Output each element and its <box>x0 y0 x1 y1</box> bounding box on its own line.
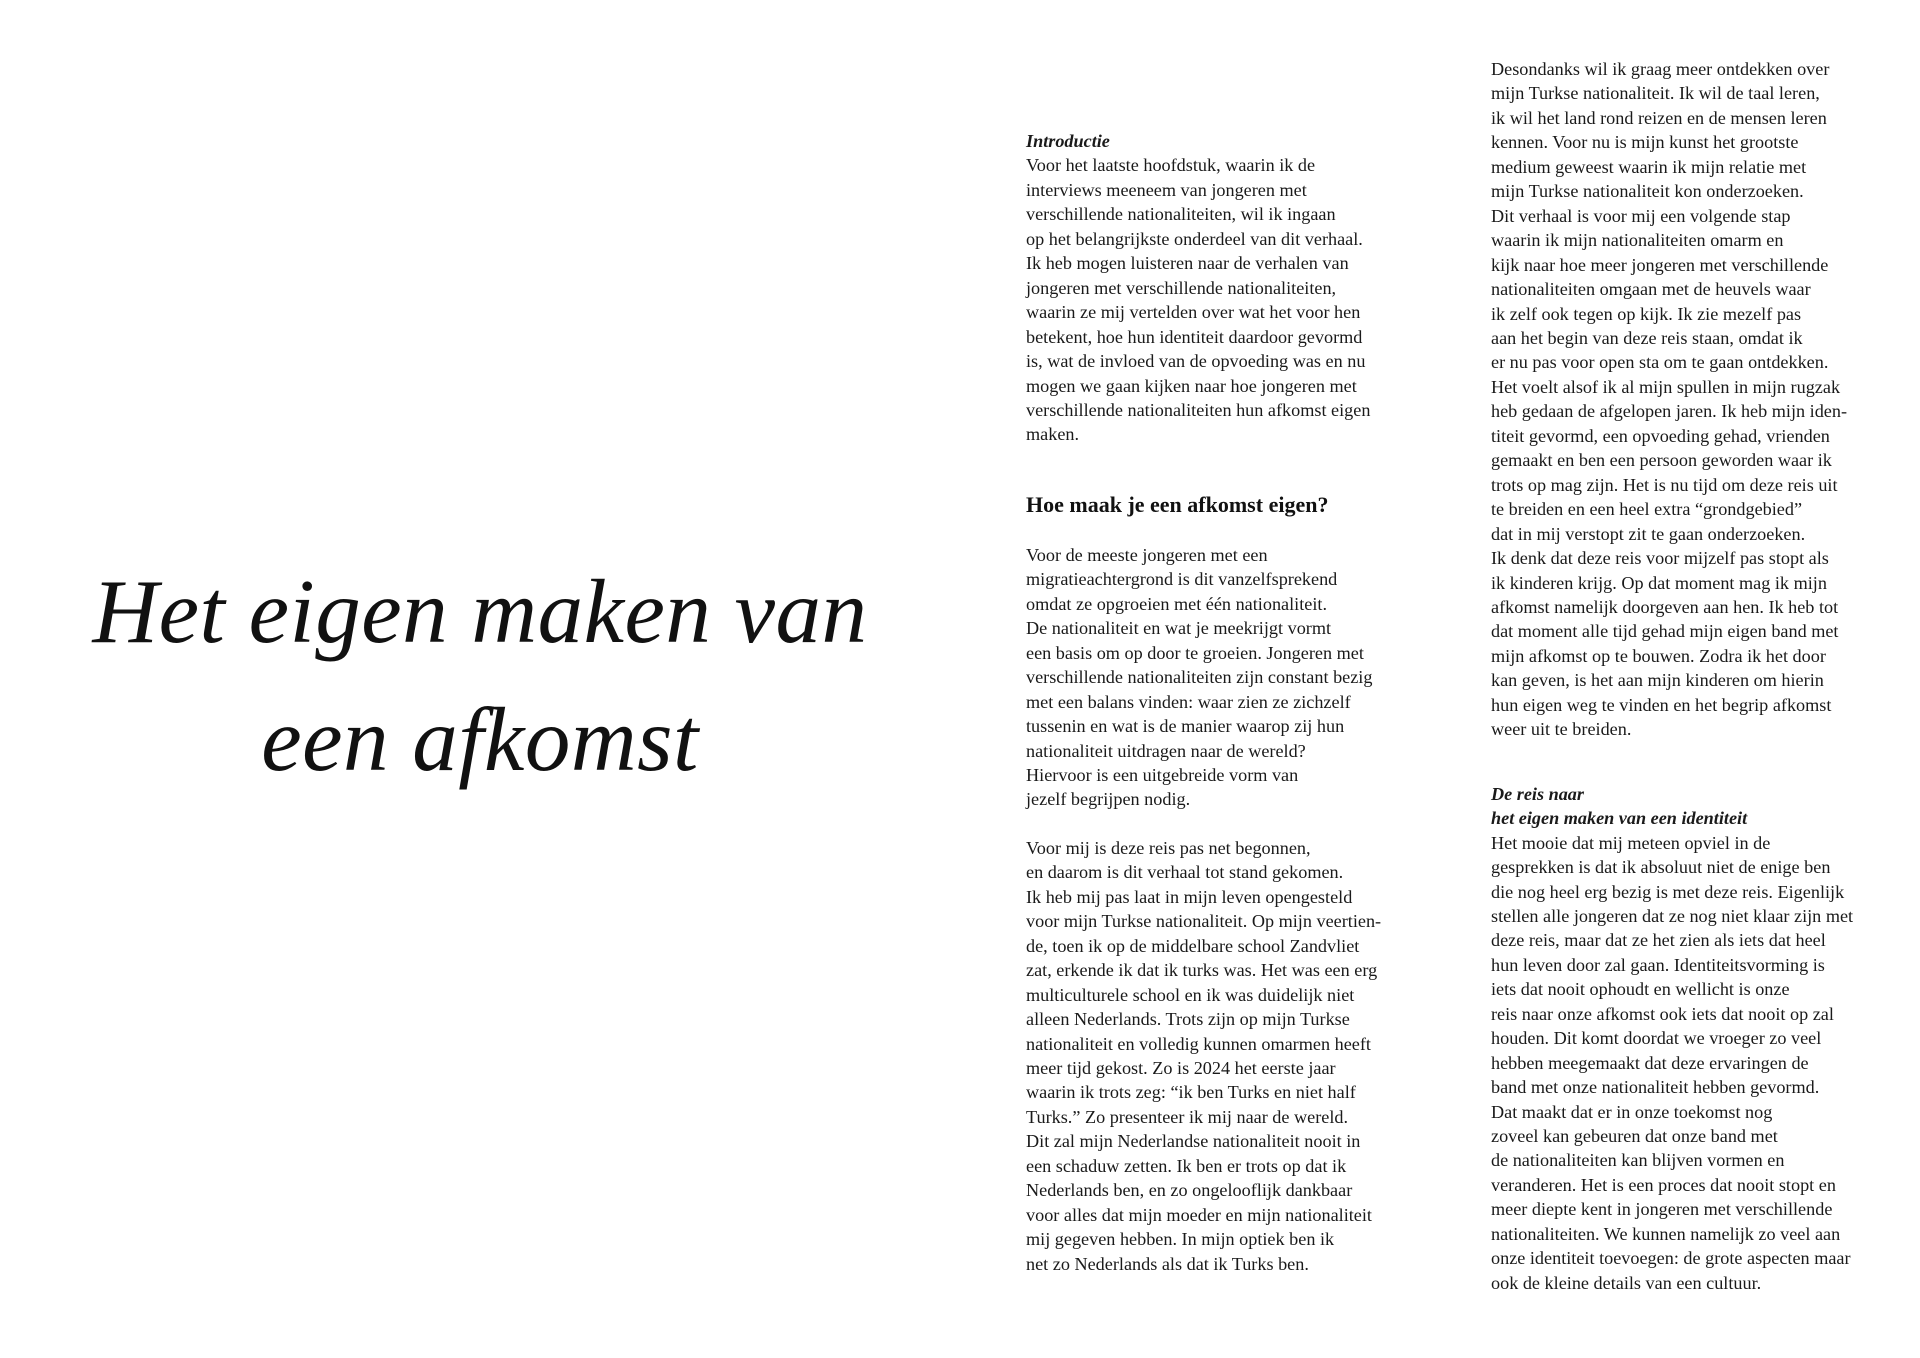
text-line: migratieachtergrond is dit vanzelfsprekend <box>1026 569 1338 590</box>
text-line: is, wat de invloed van de opvoeding was en nu <box>1026 351 1366 372</box>
text-line: reis naar onze afkomst ook iets dat nooit op zal <box>1491 1003 1834 1024</box>
text-line: zoveel kan gebeuren dat onze band met <box>1491 1126 1778 1147</box>
text-line: veranderen. Het is een proces dat nooit stopt en <box>1491 1174 1836 1195</box>
text-line: de nationaliteiten kan blijven vormen en <box>1491 1150 1785 1171</box>
text-line: stellen alle jongeren dat ze nog niet klaar zijn met <box>1491 905 1854 926</box>
text-line: nationaliteit uitdragen naar de wereld? <box>1026 740 1306 761</box>
body-paragraph <box>1491 831 1891 1296</box>
text-line: mij gegeven hebben. In mijn optiek ben ik <box>1026 1229 1335 1250</box>
body-paragraph <box>1026 836 1426 1276</box>
text-line: jezelf begrijpen nodig. <box>1026 789 1191 810</box>
body-paragraph <box>1491 57 1891 742</box>
text-line: multiculturele school en ik was duidelijk niet <box>1026 984 1355 1005</box>
text-line: Ik heb mij pas laat in mijn leven opengesteld <box>1026 886 1353 907</box>
text-line: hun leven door zal gaan. Identiteitsvorming is <box>1491 954 1825 975</box>
text-line: medium geweest waarin ik mijn relatie met <box>1491 156 1807 177</box>
text-line: voor alles dat mijn moeder en mijn nationaliteit <box>1026 1204 1372 1225</box>
text-line: verschillende nationaliteiten hun afkomst eigen <box>1026 399 1371 420</box>
text-line: mijn Turkse nationaliteit kon onderzoeken. <box>1491 181 1804 202</box>
chapter-title-line: Het eigen maken van <box>92 561 868 662</box>
text-line: ook de kleine details van een cultuur. <box>1491 1272 1762 1293</box>
text-line: weer uit te breiden. <box>1491 719 1632 740</box>
text-line: een basis om op door te groeien. Jongeren met <box>1026 642 1364 663</box>
text-line: Nederlands ben, en zo ongelooflijk dankbaar <box>1026 1180 1353 1201</box>
text-line: hebben meegemaakt dat deze ervaringen de <box>1491 1052 1809 1073</box>
text-line: titeit gevormd, een opvoeding gehad, vrienden <box>1491 425 1830 446</box>
text-line: Dit zal mijn Nederlandse nationaliteit nooit in <box>1026 1131 1361 1152</box>
text-line: alleen Nederlands. Trots zijn op mijn Turkse <box>1026 1009 1350 1030</box>
text-line: de, toen ik op de middelbare school Zandvliet <box>1026 935 1360 956</box>
text-line: omdat ze opgroeien met één nationaliteit. <box>1026 593 1327 614</box>
text-line: Desondanks wil ik graag meer ontdekken over <box>1491 59 1830 79</box>
text-line: deze reis, maar dat ze het zien als iets dat heel <box>1491 930 1826 951</box>
text-line: Dat maakt dat er in onze toekomst nog <box>1491 1101 1773 1122</box>
chapter-title <box>70 548 890 804</box>
text-column-right <box>1491 57 1891 1295</box>
text-line: dat in mij verstopt zit te gaan onderzoeken. <box>1491 523 1806 544</box>
text-line: Ik denk dat deze reis voor mijzelf pas stopt als <box>1491 548 1829 569</box>
text-line: te breiden en een heel extra “grondgebied” <box>1491 499 1803 520</box>
text-line: betekent, hoe hun identiteit daardoor gevormd <box>1026 326 1363 347</box>
text-line: net zo Nederlands als dat ik Turks ben. <box>1026 1253 1309 1274</box>
text-line: verschillende nationaliteiten zijn constant bezig <box>1026 667 1373 688</box>
text-line: afkomst namelijk doorgeven aan hen. Ik heb tot <box>1491 596 1839 617</box>
text-line: ik kinderen krijg. Op dat moment mag ik mijn <box>1491 572 1827 593</box>
text-line: Het mooie dat mij meteen opviel in de <box>1491 832 1771 853</box>
text-line: en daarom is dit verhaal tot stand gekomen. <box>1026 862 1344 883</box>
text-line: aan het begin van deze reis staan, omdat ik <box>1491 327 1803 348</box>
text-line: mogen we gaan kijken naar hoe jongeren met <box>1026 375 1357 396</box>
text-line: Voor het laatste hoofdstuk, waarin ik de <box>1026 155 1316 176</box>
text-line: verschillende nationaliteiten, wil ik ingaan <box>1026 204 1336 225</box>
text-line: gemaakt en ben een persoon geworden waar ik <box>1491 450 1832 471</box>
text-line: nationaliteiten omgaan met de heuvels waar <box>1491 279 1811 300</box>
text-line: houden. Dit komt doordat we vroeger zo veel <box>1491 1028 1822 1049</box>
text-line: voor mijn Turkse nationaliteit. Op mijn veertien- <box>1026 911 1382 932</box>
text-line: kijk naar hoe meer jongeren met verschillende <box>1491 254 1829 275</box>
section-heading: Hoe maak je een afkomst eigen? <box>1026 491 1329 517</box>
text-line: interviews meeneem van jongeren met <box>1026 179 1307 200</box>
text-line: die nog heel erg bezig is met deze reis. Eigenlijk <box>1491 881 1845 902</box>
text-column-left <box>1026 129 1426 1276</box>
section-heading <box>1491 782 1891 831</box>
text-line: jongeren met verschillende nationaliteiten, <box>1026 277 1337 298</box>
text-line: mijn Turkse nationaliteit. Ik wil de taal leren, <box>1491 83 1820 104</box>
chapter-title-line: een afkomst <box>261 689 699 790</box>
text-line: er nu pas voor open sta om te gaan ontdekken. <box>1491 352 1829 373</box>
text-line: dat moment alle tijd gehad mijn eigen band met <box>1491 621 1839 642</box>
text-line: maken. <box>1026 424 1080 445</box>
text-line: Het voelt alsof ik al mijn spullen in mijn rugzak <box>1491 376 1841 397</box>
text-line: Voor de meeste jongeren met een <box>1026 544 1268 565</box>
text-line: kennen. Voor nu is mijn kunst het grootste <box>1491 132 1799 153</box>
text-line: kan geven, is het aan mijn kinderen om hierin <box>1491 670 1824 691</box>
intro-heading: Introductie <box>1026 131 1110 151</box>
text-line: een schaduw zetten. Ik ben er trots op dat ik <box>1026 1155 1347 1176</box>
text-line: tussenin en wat is de manier waarop zij hun <box>1026 716 1345 737</box>
text-line: waarin ik trots zeg: “ik ben Turks en niet half <box>1026 1082 1356 1103</box>
text-line: met een balans vinden: waar zien ze zichzelf <box>1026 691 1351 712</box>
text-line: op het belangrijkste onderdeel van dit verhaal. <box>1026 228 1363 249</box>
text-line: trots op mag zijn. Het is nu tijd om deze reis uit <box>1491 474 1838 495</box>
section-heading-line: het eigen maken van een identiteit <box>1491 808 1748 829</box>
text-line: onze identiteit toevoegen: de grote aspecten maar <box>1491 1248 1851 1269</box>
text-line: waarin ik mijn nationaliteiten omarm en <box>1491 230 1784 251</box>
text-line: nationaliteiten. We kunnen namelijk zo veel aan <box>1491 1223 1841 1244</box>
text-line: Ik heb mogen luisteren naar de verhalen van <box>1026 253 1349 274</box>
intro-paragraph <box>1026 153 1426 446</box>
text-line: heb gedaan de afgelopen jaren. Ik heb mijn iden- <box>1491 401 1848 422</box>
text-line: iets dat nooit ophoudt en wellicht is onze <box>1491 979 1790 1000</box>
body-paragraph <box>1026 543 1426 812</box>
text-line: mijn afkomst op te bouwen. Zodra ik het door <box>1491 645 1826 666</box>
text-line: meer diepte kent in jongeren met verschillende <box>1491 1199 1833 1220</box>
text-line: hun eigen weg te vinden en het begrip afkomst <box>1491 694 1832 715</box>
text-line: meer tijd gekost. Zo is 2024 het eerste jaar <box>1026 1057 1336 1078</box>
text-line: nationaliteit en volledig kunnen omarmen heeft <box>1026 1033 1371 1054</box>
text-line: Hiervoor is een uitgebreide vorm van <box>1026 764 1299 785</box>
text-line: waarin ze mij vertelden over wat het voor hen <box>1026 302 1361 323</box>
text-line: De nationaliteit en wat je meekrijgt vormt <box>1026 618 1332 639</box>
text-line: Turks.” Zo presenteer ik mij naar de wereld. <box>1026 1106 1349 1127</box>
text-line: Dit verhaal is voor mij een volgende stap <box>1491 205 1791 226</box>
text-line: band met onze nationaliteit hebben gevormd. <box>1491 1077 1820 1098</box>
text-line: gesprekken is dat ik absoluut niet de enige ben <box>1491 857 1831 878</box>
section-heading-line: De reis naar <box>1491 783 1584 804</box>
text-line: ik wil het land rond reizen en de mensen leren <box>1491 107 1827 128</box>
text-line: zat, erkende ik dat ik turks was. Het was een erg <box>1026 960 1378 981</box>
text-line: ik zelf ook tegen op kijk. Ik zie mezelf pas <box>1491 303 1802 324</box>
text-line: Voor mij is deze reis pas net begonnen, <box>1026 837 1311 858</box>
